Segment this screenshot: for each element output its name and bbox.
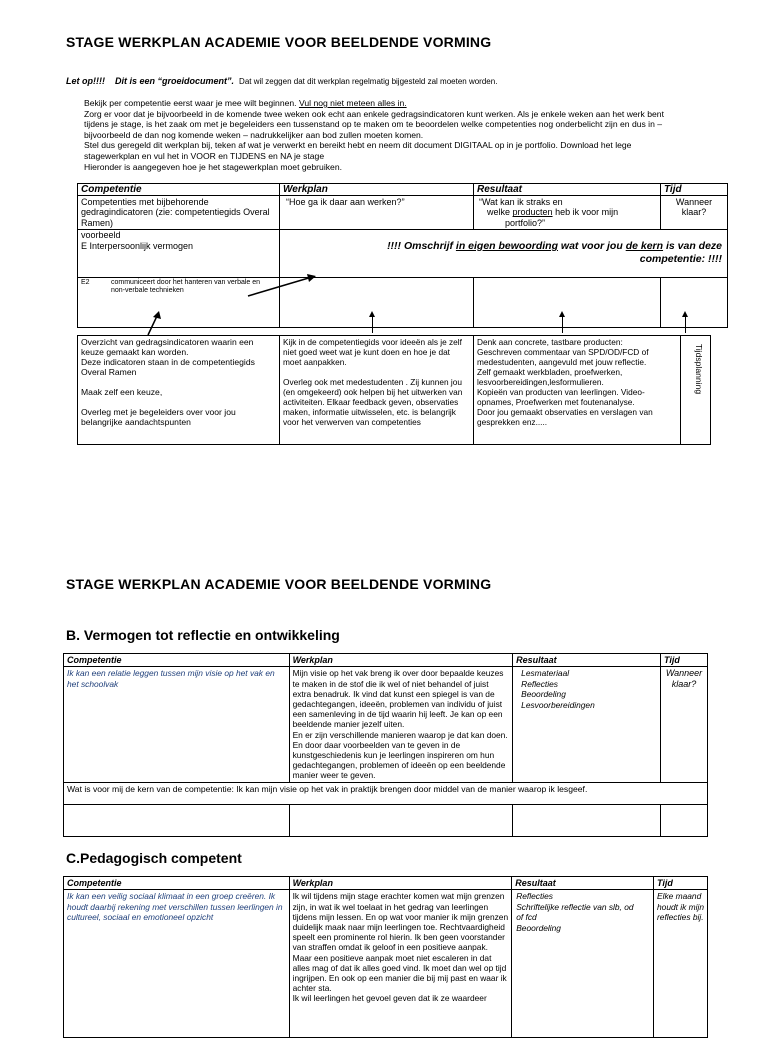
header-werkplan: Werkplan [283,184,328,195]
header-werkplan: Werkplan [289,877,512,890]
intro-line: stagewerkplan en vul het in VOOR en TIJDENS en NA je stage [84,150,325,161]
header-tijd: Tijd [664,184,682,195]
growth-note [66,76,497,86]
tableb-kern: Wat is voor mij de kern van de competentie: Ik kan mijn visie op het vak in praktijk brengen door middel van de manier waarop ik lesgeef. [64,782,708,804]
res-word: welke [487,207,511,218]
arrow-up-icon [372,316,373,333]
arrow-icon [140,308,164,338]
tablec-resultaat: Reflecties Schriftelijke reflectie van slb, od of fcd Beoordeling [512,890,654,1038]
tableb-empty-cell [660,804,707,836]
page2-title: STAGE WERKPLAN ACADEMIE VOOR BEELDENDE VORMING [66,576,492,592]
instr-part: wat voor jou [560,240,623,252]
tableb-empty-cell [289,804,513,836]
explain-text: Kijk in de competentiegids voor ideeën als je zelf niet goed weet wat je kunt doen en hoe je dat moet aanpakken. Overleg ook met medestudenten . Zij kunnen jou (en omgekeerd) ook helpen bij het uitwerken van activiteiten. Elkaar feedback geven, observaties maken, informatie uitwisselen, etc. is belangrijk voor het verwerven van competenties [283,337,463,427]
intro-line: Zorg er voor dat je bijvoorbeeld in de komende twee weken ook echt aan enkele gedragsindicatoren kunt werken. Als je enkele weken aan het werk bent [84,108,664,119]
explain-text: Overzicht van gedragsindicatoren waarin een keuze gemaakt kan worden. Deze indicatoren staan in de competentiegids Overal Ramen Maak zelf een keuze, Overleg met je begeleiders over voor jou belangrijke aandachtspunten [81,337,255,427]
tablec-tijd: Elke maand houdt ik mijn reflecties bij. [654,890,708,1038]
table-c [63,876,708,1038]
section-b-heading: B. Vermogen tot reflectie en ontwikkeling [66,627,340,643]
tableb-empty-cell [513,804,661,836]
row3-indicator: communiceert door het hanteren van verbale en non-verbale technieken [111,279,261,294]
res-word-underlined: producten [512,207,553,218]
row1-werkplan: “Hoe ga ik daar aan werken?” [286,197,405,207]
tableb-competentie: Ik kan een relatie leggen tussen mijn visie op het vak en het schoolvak [64,667,290,782]
tableb-empty-cell [64,804,290,836]
header-werkplan: Werkplan [289,654,513,667]
section-c-heading: C.Pedagogisch competent [66,850,242,866]
tablec-competentie: Ik kan een veilig sociaal klimaat in een groep creëren. Ik houdt daarbij rekening met verschillen tussen leerlingen in cultureel, sociaal en emotioneel opzicht [64,890,290,1038]
explain-box-resultaat [473,335,681,445]
note-letop: Let op!!!! [66,76,105,86]
tableb-tijd: Wanneer klaar? [660,667,707,782]
intro-line: tijdens je stage, is het zaak om met je begeleiders een tussenstand op te maken om te beoordelen welke competenties nog onderbelicht zijn en dus in – [84,119,663,130]
tijdsplanning-label: Tijdsplanning [694,343,704,395]
row2-voorbeeld: voorbeeld [81,230,121,240]
page-title: STAGE WERKPLAN ACADEMIE VOOR BEELDENDE VORMING [66,34,492,50]
explain-text: Denk aan concrete, tastbare producten: Geschreven commentaar van SPD/OD/FCD of medestudenten, aangevuld met jouw reflectie. Zelf gemaakt werkbladen, proefwerken, lesvoorbereidingen,lesformulieren. Kopieën van producten van leerlingen. Video-opnames, Proefwerken met foutenanalyse. Door jou gemaakt observaties en verslagen van gesprekken enz..... [477,337,653,427]
header-competentie: Competentie [64,877,290,890]
intro-line: Stel dus geregeld dit werkplan bij, teken af wat je verwerkt en bereikt hebt en neem dit document DIGITAAL op in je portfolio. Download het lege [84,140,632,151]
header-competentie: Competentie [64,654,290,667]
explain-box-competentie [77,335,280,445]
intro-paragraph [84,98,704,172]
note-groeidocument: Dit is een “groeidocument”. [115,76,235,86]
table-b [63,653,708,837]
row3-code: E2 [81,279,90,286]
res-line: portfolio?” [505,217,546,228]
res-word: heb ik voor mijn [555,207,619,218]
instr-underlined: in eigen bewoording [455,240,558,252]
arrow-up-icon [685,316,686,333]
intro-line: Bekijk per competentie eerst waar je mee wilt beginnen. [84,98,297,108]
header-resultaat: Resultaat [477,184,523,195]
explain-box-werkplan [279,335,474,445]
tableb-werkplan: Mijn visie op het vak breng ik over door bepaalde keuzes te maken in de stof die ik wel of niet behandel of juist extra benadruk. Ik vind dat kunst een spiegel is van de gedachtegangen, ideeën, problemen van individu of juist een samenleving in de tijd waarin hij leeft. Je kan op een beeldende manier jezelf uiten. En er zijn verschillende manieren waarop je dat kan doen. En door daar voorbeelden van te geven in de kunstgeschiedenis kun je leerlingen inspireren om hun gedachtegangen, problemen of ideeën op een beeldende manier weer te geven. [289,667,513,782]
instr-underlined: de kern [625,240,664,252]
row1-resultaat [479,197,654,228]
instr-part: is van deze [665,240,722,252]
header-competentie: Competentie [81,184,142,195]
explain-box-tijd [680,335,711,445]
row2-instruction [290,240,722,266]
intro-line: bijvoorbeeld de dan nog komende weken – nadrukkelijker aan bod zullen moeten komen. [84,129,424,140]
header-tijd: Tijd [660,654,707,667]
intro-line: Hieronder is aangegeven hoe je het stagewerkplan moet gebruiken. [84,161,342,172]
instr-part: competentie: !!!! [639,253,722,265]
row2-competentie: E Interpersoonlijk vermogen [81,241,194,251]
header-resultaat: Resultaat [512,877,654,890]
res-line: “Wat kan ik straks en [479,197,563,207]
note-rest: Dat wil zeggen dat dit werkplan regelmatig bijgesteld zal moeten worden. [239,77,498,86]
row1-competentie: Competenties met bijbehorende gedragindicatoren (zie: competentiegids Overal Ramen) [81,197,270,228]
diagonal-arrow-icon [240,270,320,300]
arrow-up-icon [562,316,563,333]
header-tijd: Tijd [654,877,708,890]
intro-line-underlined: Vul nog niet meteen alles in. [298,98,407,108]
row1-tijd: Wanneer klaar? [675,197,713,218]
header-resultaat: Resultaat [513,654,661,667]
instr-part: !!!! Omschrijf [387,240,453,252]
tablec-werkplan: Ik wil tijdens mijn stage erachter komen wat mijn grenzen zijn, in wat ik wel toelaat in het gedrag van leerlingen tijdens mijn lessen. En op wat voor manier ik mijn grenzen duidelijk maak naar mijn leerlingen toe. Rechtvaardigheid speelt een prominente rol hierin. Ik ben geen voorstander van straffen omdat ik geloof in een positieve aanpak. Maar een positieve aanpak moet niet escaleren in dat alles mag of dat ik alles goed vind. Ik moet dan wel op tijd ingrijpen. En ook op een manier die bij mij past en waar ik achter sta. Ik wil leerlingen het gevoel geven dat ik ze waardeer [289,890,512,1038]
tableb-resultaat: Lesmateriaal Reflecties Beoordeling Lesvoorbereidingen [513,667,661,782]
